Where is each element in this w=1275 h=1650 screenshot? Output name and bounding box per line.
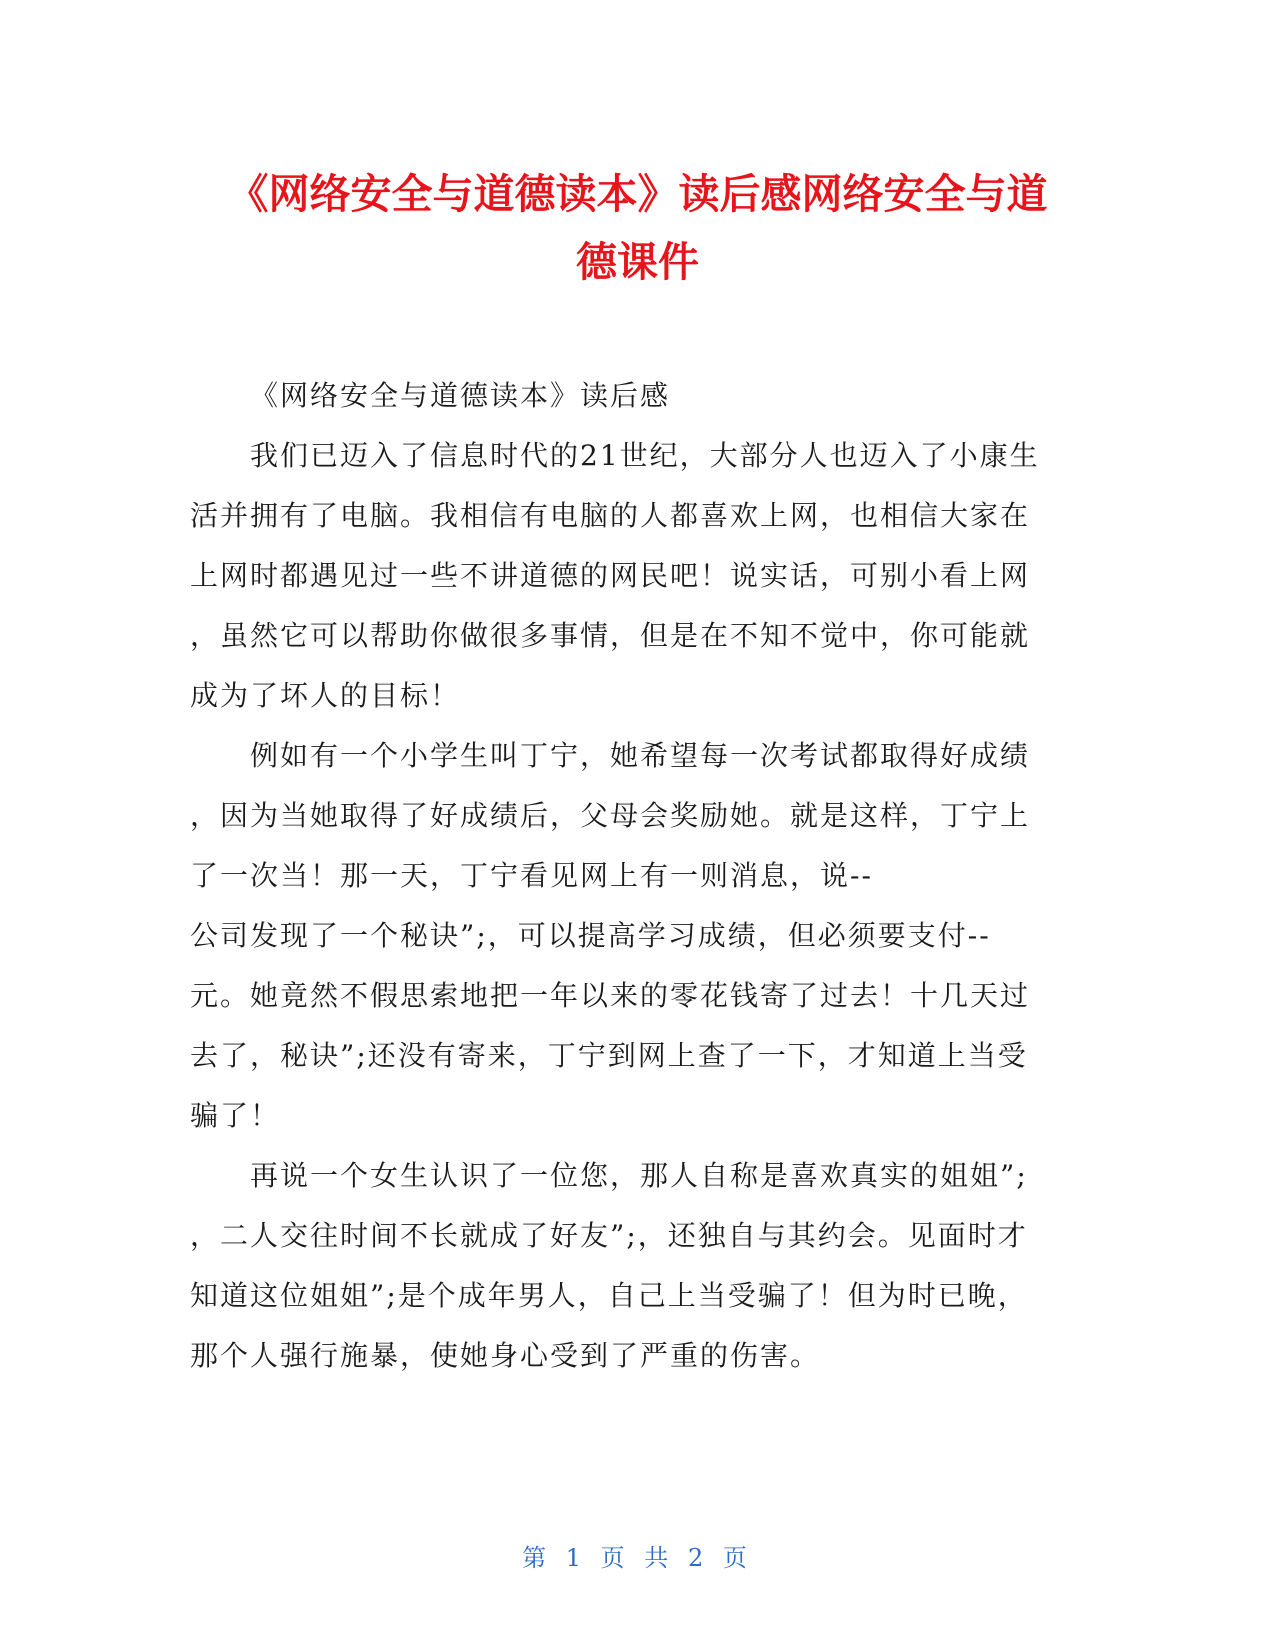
paragraph-2-line-7: 骗了！ (190, 1099, 281, 1132)
paragraph-1-line-5: 成为了坏人的目标！ (190, 679, 461, 712)
paragraph-3-line-4: 那个人强行施暴，使她身心受到了严重的伤害。 (190, 1339, 821, 1372)
title-line-1: 《网络安全与道德读本》读后感网络安全与道 (227, 170, 1048, 218)
paragraph-1-line-3: 上网时都遇见过一些不讲道德的网民吧！说实话，可别小看上网 (190, 559, 1031, 592)
document-title (190, 160, 1085, 296)
paragraph-2-line-1: 例如有一个小学生叫丁宁，她希望每一次考试都取得好成绩 (250, 739, 1031, 772)
page-number-footer: 第 1 页 共 2 页 (522, 1544, 753, 1572)
paragraph-2-line-2: ，因为当她取得了好成绩后，父母会奖励她。就是这样，丁宁上 (190, 799, 1031, 832)
body-text (190, 366, 1085, 1386)
paragraph-1-line-2: 活并拥有了电脑。我相信有电脑的人都喜欢上网，也相信大家在 (190, 499, 1031, 532)
title-line-2: 德课件 (576, 238, 699, 286)
paragraph-1-line-4: ，虽然它可以帮助你做很多事情，但是在不知不觉中，你可能就 (190, 619, 1031, 652)
paragraph-2-line-5: 元。她竟然不假思索地把一年以来的零花钱寄了过去！十几天过 (190, 979, 1031, 1012)
paragraph-1-line-1: 我们已迈入了信息时代的21世纪，大部分人也迈入了小康生 (250, 439, 1040, 472)
paragraph-3-line-1: 再说一个女生认识了一位您，那人自称是喜欢真实的姐姐”; (250, 1159, 1028, 1192)
paragraph-3-line-2: ，二人交往时间不长就成了好友”;，还独自与其约会。见面时才 (190, 1219, 1028, 1252)
paragraph-2-line-4: 公司发现了一个秘诀”;，可以提高学习成绩，但必须要支付-- (190, 919, 991, 952)
subtitle-line: 《网络安全与道德读本》读后感 (250, 379, 671, 412)
paragraph-2-line-6: 去了，秘诀”;还没有寄来，丁宁到网上查了一下，才知道上当受 (190, 1039, 1028, 1072)
paragraph-3-line-3: 知道这位姐姐”;是个成年男人，自己上当受骗了！但为时已晚， (190, 1279, 1028, 1312)
paragraph-2-line-3: 了一次当！那一天，丁宁看见网上有一则消息，说-- (190, 859, 873, 892)
